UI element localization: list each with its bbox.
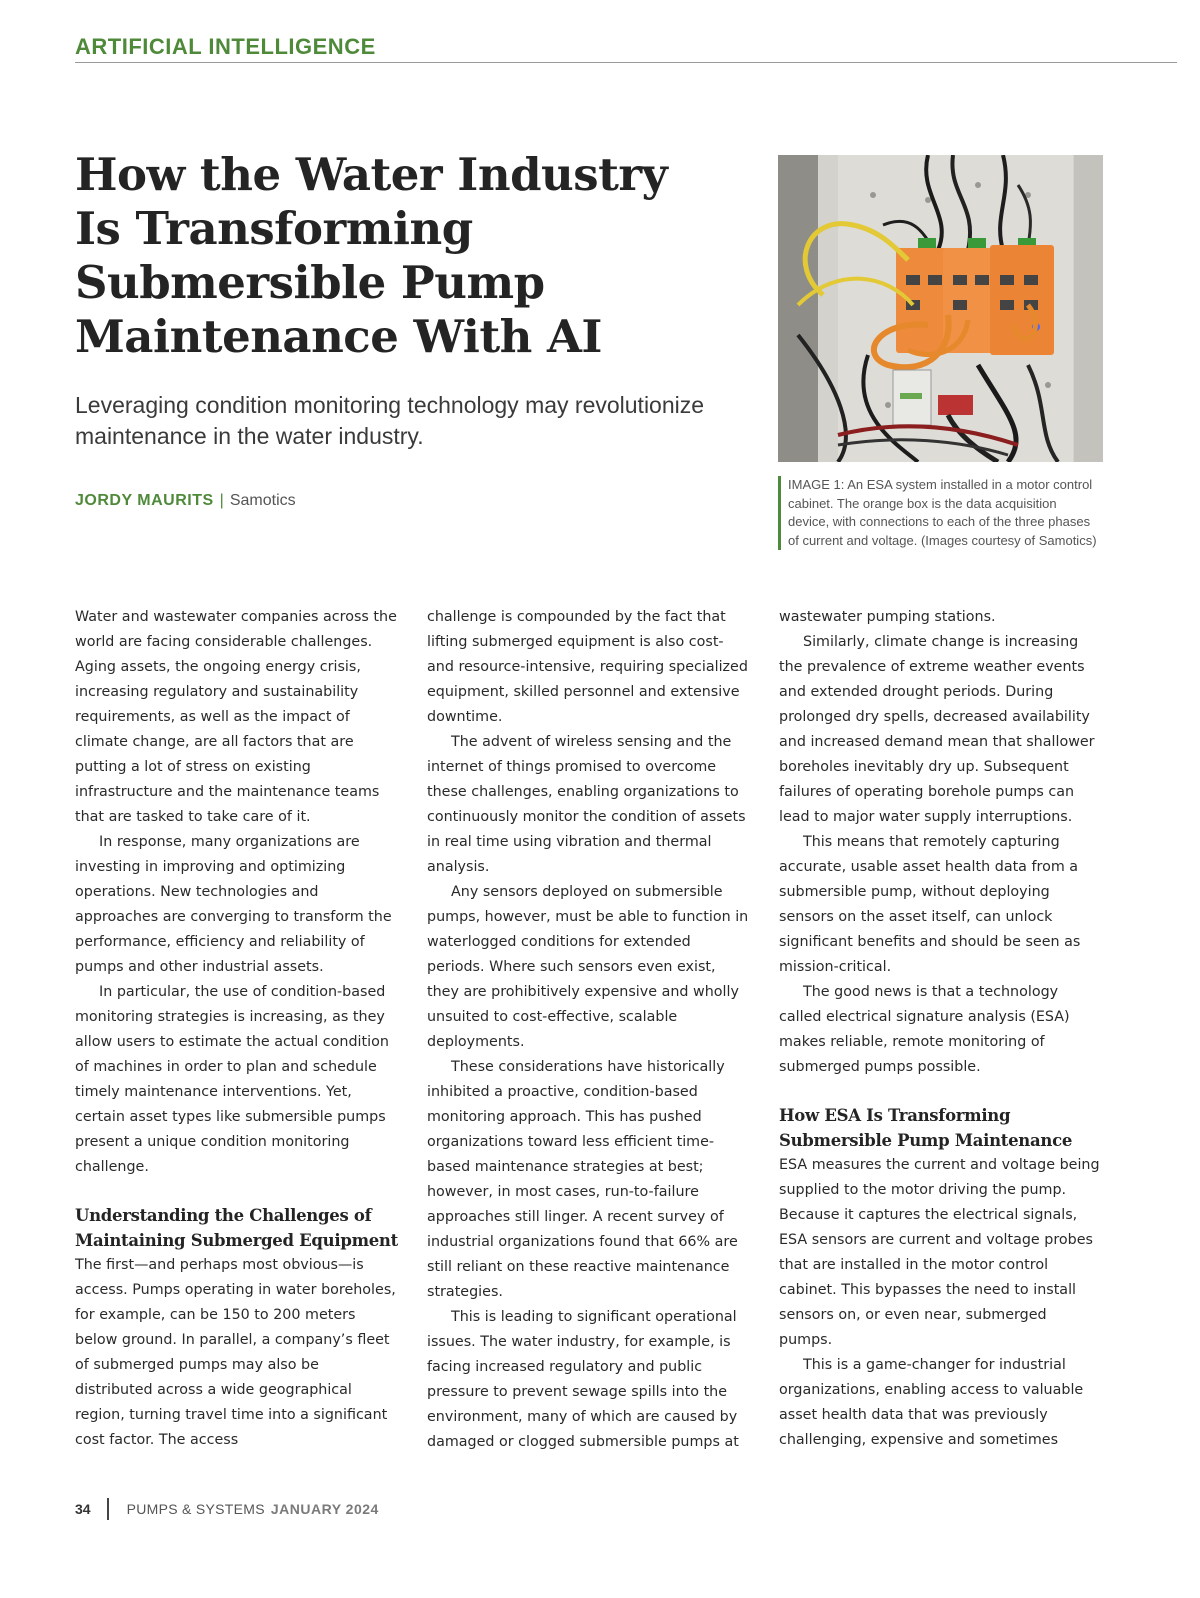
title-line: Is Transforming <box>75 202 473 255</box>
body-column-2 <box>427 605 752 1455</box>
paragraph: challenge is compounded by the fact that lifting submerged equipment is also cost- and resource-intensive, requiring specialized equipment, skilled personnel and extensive downtime. <box>427 609 748 725</box>
subheading-challenges: Understanding the Challenges of Maintaining Submerged Equipment <box>75 1206 398 1250</box>
article-deck: Leveraging condition monitoring technology may revolutionize maintenance in the water industry. <box>75 392 705 449</box>
byline-separator: | <box>219 492 224 509</box>
paragraph: wastewater pumping stations. <box>779 609 996 625</box>
author-company: Samotics <box>229 492 296 509</box>
title-line: Submersible Pump <box>75 256 545 309</box>
paragraph: In particular, the use of condition-based monitoring strategies is increasing, as they allow users to estimate the actual condition of machines in order to plan and schedule timely maintenance interventions. Yet, certain asset types like submersible pumps present a unique condition monitoring challenge. <box>75 984 389 1175</box>
paragraph: This is a game-changer for industrial organizations, enabling access to valuable asset health data that was previously challenging, expensive and sometimes <box>779 1357 1084 1448</box>
title-line: Maintenance With AI <box>75 310 602 363</box>
article-title <box>75 148 715 364</box>
author-name: JORDY MAURITS <box>75 492 214 509</box>
footer-divider <box>107 1498 109 1520</box>
title-line: How the Water Industry <box>75 148 668 201</box>
esa-cabinet-illustration <box>778 155 1103 462</box>
paragraph: The good news is that a technology called electrical signature analysis (ESA) makes reliable, remote monitoring of submerged pumps possible. <box>779 984 1070 1075</box>
paragraph: In response, many organizations are investing in improving and optimizing operations. New technologies and approaches are converging to transform the performance, efficiency and reliability of pumps and other industrial assets. <box>75 834 392 975</box>
section-label: ARTIFICIAL INTELLIGENCE <box>75 34 376 59</box>
page-number: 34 <box>75 1501 91 1517</box>
byline <box>75 492 296 510</box>
subheading-esa: How ESA Is Transforming Submersible Pump Maintenance <box>779 1106 1073 1150</box>
esa-cabinet-photo <box>778 155 1103 462</box>
page-footer <box>75 1497 379 1521</box>
section-divider <box>75 62 1177 63</box>
paragraph: Similarly, climate change is increasing the prevalence of extreme weather events and extended drought periods. During prolonged dry spells, decreased availability and increased demand mean that shallower boreholes inevitably dry up. Subsequent failures of operating borehole pumps can lead to major water supply interruptions. <box>779 634 1095 825</box>
paragraph: The first—and perhaps most obvious—is access. Pumps operating in water boreholes, for example, can be 150 to 200 meters below ground. In parallel, a company’s fleet of submerged pumps may also be distributed across a wide geographical region, turning travel time into a significant cost factor. The access <box>75 1257 396 1448</box>
paragraph: Any sensors deployed on submersible pumps, however, must be able to function in waterlogged conditions for extended periods. Where such sensors even exist, they are prohibitively expensive and wholly unsuited to cost-effective, scalable deployments. <box>427 884 749 1050</box>
image-caption: IMAGE 1: An ESA system installed in a motor control cabinet. The orange box is the data acquisition device, with connections to each of the three phases of current and voltage. (Images courtesy of Samotics) <box>778 476 1098 550</box>
issue-date: JANUARY 2024 <box>270 1501 379 1517</box>
paragraph: ESA measures the current and voltage being supplied to the motor driving the pump. Because it captures the electrical signals, ESA sensors are current and voltage probes that are installed in the motor control cabinet. This bypasses the need to install sensors on, or even near, submerged pumps. <box>779 1157 1100 1348</box>
paragraph: This means that remotely capturing accurate, usable asset health data from a submersible pump, without deploying sensors on the asset itself, can unlock significant benefits and should be seen as mission-critical. <box>779 834 1081 975</box>
publication-name: PUMPS & SYSTEMS <box>126 1501 265 1517</box>
paragraph: This is leading to significant operational issues. The water industry, for example, is facing increased regulatory and public pressure to prevent sewage spills into the environment, many of which are caused by damaged or clogged submersible pumps at <box>427 1309 739 1450</box>
body-column-3 <box>779 605 1104 1453</box>
paragraph: These considerations have historically inhibited a proactive, condition-based monitoring approach. This has pushed organizations toward less efficient time-based maintenance strategies at best; however, in most cases, run-to-failure approaches still linger. A recent survey of industrial organizations found that 66% are still reliant on these reactive maintenance strategies. <box>427 1059 738 1300</box>
paragraph: The advent of wireless sensing and the internet of things promised to overcome these challenges, enabling organizations to continuously monitor the condition of assets in real time using vibration and thermal analysis. <box>427 734 746 875</box>
body-column-1 <box>75 605 400 1453</box>
paragraph: Water and wastewater companies across the world are facing considerable challenges. Aging assets, the ongoing energy crisis, increasing regulatory and sustainability requirements, as well as the impact of climate change, are all factors that are putting a lot of stress on existing infrastructure and the maintenance teams that are tasked to take care of it. <box>75 609 397 825</box>
